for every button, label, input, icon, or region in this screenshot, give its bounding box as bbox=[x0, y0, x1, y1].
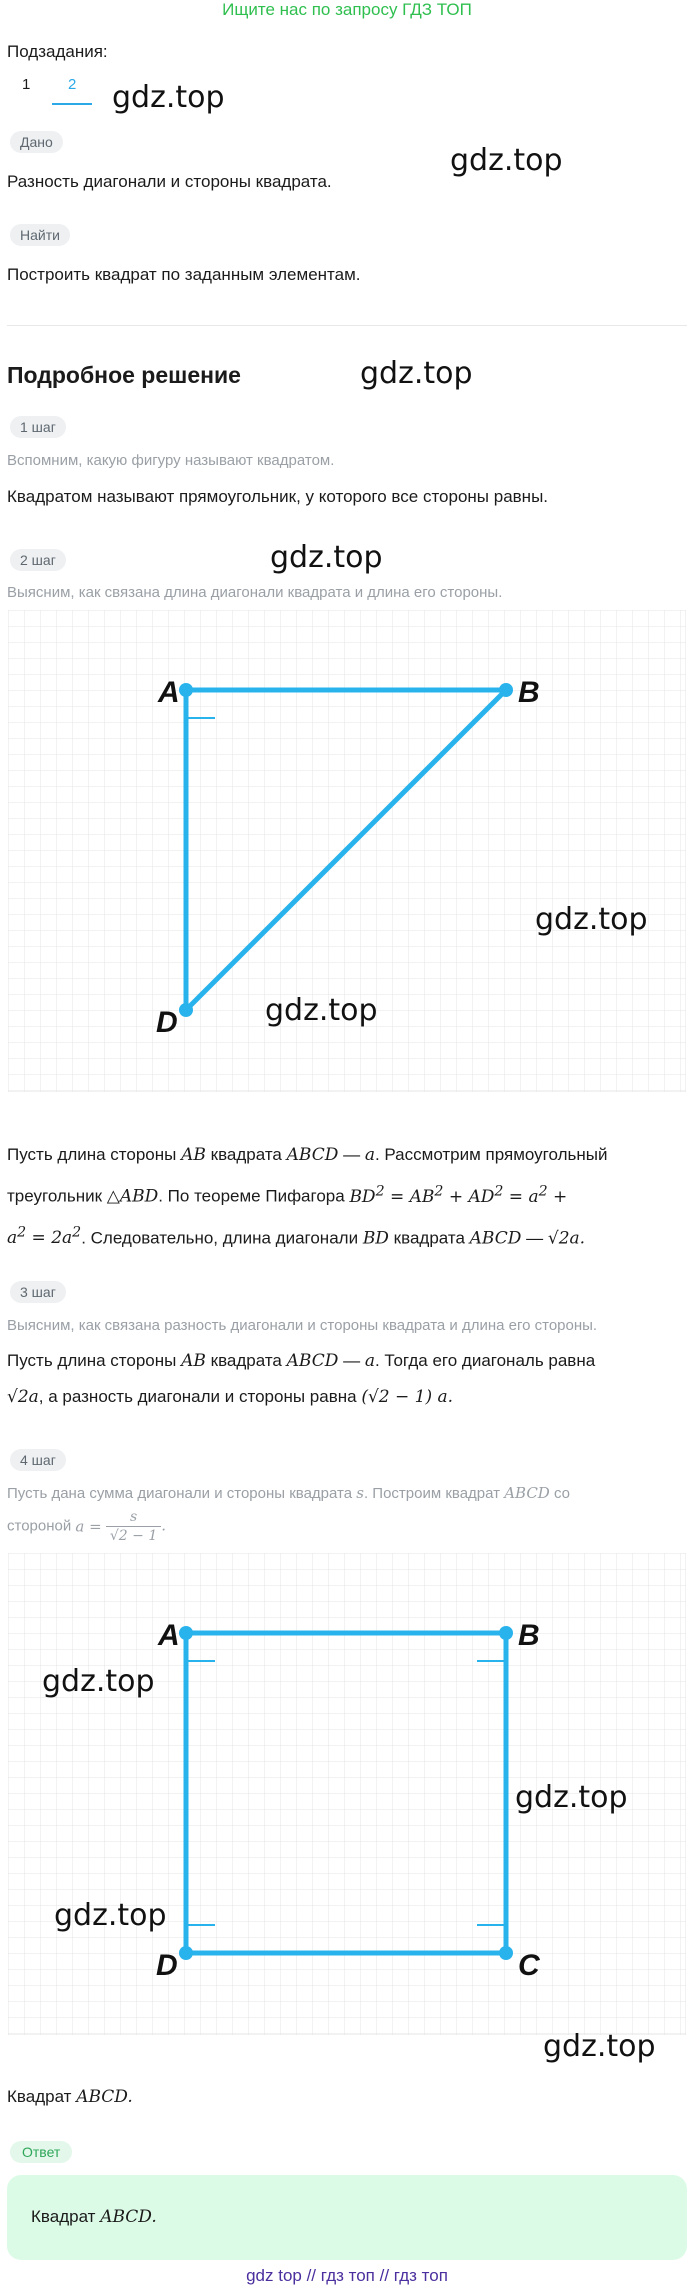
footer-links[interactable]: gdz top // гдз топ // гдз топ bbox=[246, 2266, 448, 2285]
given-text: Разность диагонали и стороны квадрата. bbox=[7, 172, 332, 191]
point-c bbox=[499, 1946, 513, 1960]
watermark: gdz.top bbox=[535, 902, 648, 937]
tab-active-underline bbox=[52, 103, 92, 105]
watermark: gdz.top bbox=[543, 2029, 656, 2064]
watermark: gdz.top bbox=[515, 1780, 628, 1815]
step3-hint: Выясним, как связана разность диагонали и стороны квадрата и длина его стороны. bbox=[7, 1317, 598, 1334]
step2-paragraph: Пусть длина стороны AB квадрата ABCD — a. Рассмотрим прямоугольный треугольник △ABD. По теореме Пифагора $BD^2 = AB^2 + AD^2 = a^2$ + $a^2 = 2a^2$. Следовательно, длина диагонали BD квадрата ABCD — √2a. bbox=[7, 1145, 608, 1249]
top-banner[interactable]: Ищите нас по запросу ГДЗ ТОП bbox=[222, 0, 472, 19]
subtasks-title: Подзадания: bbox=[7, 42, 108, 61]
step2-hint: Выясним, как связана длина диагонали квадрата и длина его стороны. bbox=[7, 584, 503, 601]
label-b: B bbox=[518, 676, 540, 709]
find-label: Найти bbox=[10, 224, 70, 246]
step3-paragraph: Пусть длина стороны AB квадрата ABCD — a. Тогда его диагональ равна √2a, а разность диагонали и стороны равна (√2 − 1) a. bbox=[7, 1351, 596, 1407]
step2-label: 2 шаг bbox=[10, 549, 66, 571]
label-a: A bbox=[158, 1619, 180, 1652]
answer-text: Квадрат ABCD. bbox=[31, 2207, 157, 2227]
step4-conclusion: Квадрат ABCD. bbox=[7, 2087, 133, 2107]
find-text: Построить квадрат по заданным элементам. bbox=[7, 265, 361, 284]
answer-label: Ответ bbox=[10, 2141, 72, 2163]
step4-label: 4 шаг bbox=[10, 1449, 66, 1471]
watermark: gdz.top bbox=[54, 1898, 167, 1933]
step1-label: 1 шаг bbox=[10, 416, 66, 438]
step1-text: Квадратом называют прямоугольник, у которого все стороны равны. bbox=[7, 487, 549, 506]
label-d: D bbox=[156, 1006, 178, 1039]
watermark: gdz.top bbox=[270, 540, 383, 575]
point-b bbox=[499, 683, 513, 697]
watermark: gdz.top bbox=[112, 80, 225, 115]
point-d bbox=[179, 1946, 193, 1960]
point-d bbox=[179, 1003, 193, 1017]
label-c: C bbox=[518, 1949, 540, 1982]
watermark: gdz.top bbox=[265, 993, 378, 1028]
step1-hint: Вспомним, какую фигуру называют квадратом. bbox=[7, 452, 335, 469]
step3-label: 3 шаг bbox=[10, 1281, 66, 1303]
watermark: gdz.top bbox=[42, 1664, 155, 1699]
tab-subtask-2[interactable]: 2 bbox=[68, 76, 77, 93]
section-divider bbox=[7, 325, 687, 326]
given-label: Дано bbox=[10, 131, 63, 153]
step4-hint: Пусть дана сумма диагонали и стороны квадрата s. Построим квадрат ABCD со стороной a = $\frac{s}{√2 - 1}$ . bbox=[7, 1484, 571, 1544]
point-a bbox=[179, 683, 193, 697]
point-a bbox=[179, 1626, 193, 1640]
point-b bbox=[499, 1626, 513, 1640]
solution-title: Подробное решение bbox=[7, 362, 241, 388]
label-d: D bbox=[156, 1949, 178, 1982]
label-a: A bbox=[158, 676, 180, 709]
tab-subtask-1[interactable]: 1 bbox=[22, 76, 31, 93]
watermark: gdz.top bbox=[450, 143, 563, 178]
label-b: B bbox=[518, 1619, 540, 1652]
watermark: gdz.top bbox=[360, 356, 473, 391]
answer-box bbox=[7, 2175, 687, 2260]
